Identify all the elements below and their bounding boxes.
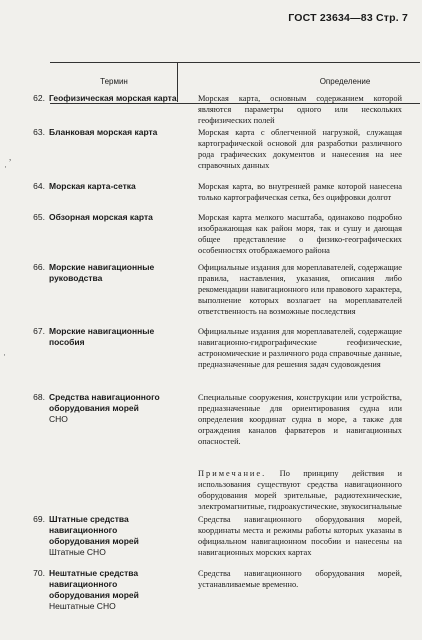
term-definition: Средства навигационного оборудования морей, координаты места и режимы работы которых указаны в официальном навигационном пособии и нанесены на навигационных морских картах <box>198 515 402 557</box>
term-name: Геофизическая морская карта <box>49 93 177 103</box>
term-definition: Морская карта мелкого масштаба, одинаково подробно изображающая как район моря, так и сушу и дающая общее представление о физико-географических особенностях отображаемого района <box>198 213 402 255</box>
term-abbreviation: Штатные СНО <box>49 547 106 557</box>
margin-mark: · <box>4 162 7 172</box>
note-text: По принципу действия и использования существуют средства навигационного оборудования морей зрительные, радиотехнические, электромагнитные, гидроакустические, звукосигнальные <box>198 469 402 511</box>
term-name: Морские навигационные пособия <box>49 326 155 347</box>
margin-mark: , <box>9 152 12 162</box>
term-number: 67. <box>33 326 45 336</box>
term-number: 63. <box>33 127 45 137</box>
term-definition: Морская карта с облегченной нагрузкой, служащая картографической основой для разработки различного рода графических документов и нанесения на нее справочных данных <box>198 128 402 170</box>
term-name: Нештатные средства навигационного оборудования морей <box>49 568 139 600</box>
term-number: 62. <box>33 93 45 103</box>
term-name-block <box>49 392 169 425</box>
term-abbreviation: СНО <box>49 414 68 424</box>
term-number: 68. <box>33 392 45 402</box>
term-name: Штатные средства навигационного оборудования морей <box>49 514 139 546</box>
margin-mark: · <box>3 350 6 360</box>
term-name-block <box>49 568 169 612</box>
term-definition: Официальные издания для мореплавателей, содержащие правила, наставления, указания, описания либо рекомендации навигационного или правового характера, выполнение которых возлагает на мореплавателей ответственность на возможные последствия <box>198 263 402 316</box>
term-abbreviation: Нештатные СНО <box>49 601 116 611</box>
term-name: Средства навигационного оборудования морей <box>49 392 160 413</box>
term-number: 64. <box>33 181 45 191</box>
term-name-block <box>49 514 169 558</box>
term-definition: Специальные сооружения, конструкции или устройства, предназначенные для ориентирования судна или определения координат судна в море, а также для ограждения каналов фарватеров и навигационных опасностей. <box>198 393 402 446</box>
term-number: 65. <box>33 212 45 222</box>
term-name: Морские навигационные руководства <box>49 262 155 283</box>
term-name: Морская карта-сетка <box>49 181 136 191</box>
term-number: 66. <box>33 262 45 272</box>
column-header-definition: Определение <box>319 77 371 86</box>
term-definition: Официальные издания для мореплавателей, содержащие навигационно-гидрографические геофизические, астрономические и различного рода справочные данные, предназначенные для решения задач судовождения <box>198 327 402 369</box>
term-definition: Морская карта, во внутренней рамке которой нанесена только картографическая сетка, без оцифровки долгот <box>198 182 402 202</box>
note-title: Примечание. <box>198 469 267 478</box>
term-definition: Морская карта, основным содержанием которой являются параметры одного или нескольких геофизических полей <box>198 94 402 125</box>
column-header-term: Термин <box>100 77 128 86</box>
term-name: Обзорная морская карта <box>49 212 153 222</box>
term-number: 69. <box>33 514 45 524</box>
term-number: 70. <box>33 568 45 578</box>
term-note <box>198 468 402 512</box>
page-header: ГОСТ 23634—83 Стр. 7 <box>288 12 408 24</box>
term-definition: Средства навигационного оборудования морей, устанавливаемые временно. <box>198 569 402 589</box>
term-name: Бланковая морская карта <box>49 127 158 137</box>
